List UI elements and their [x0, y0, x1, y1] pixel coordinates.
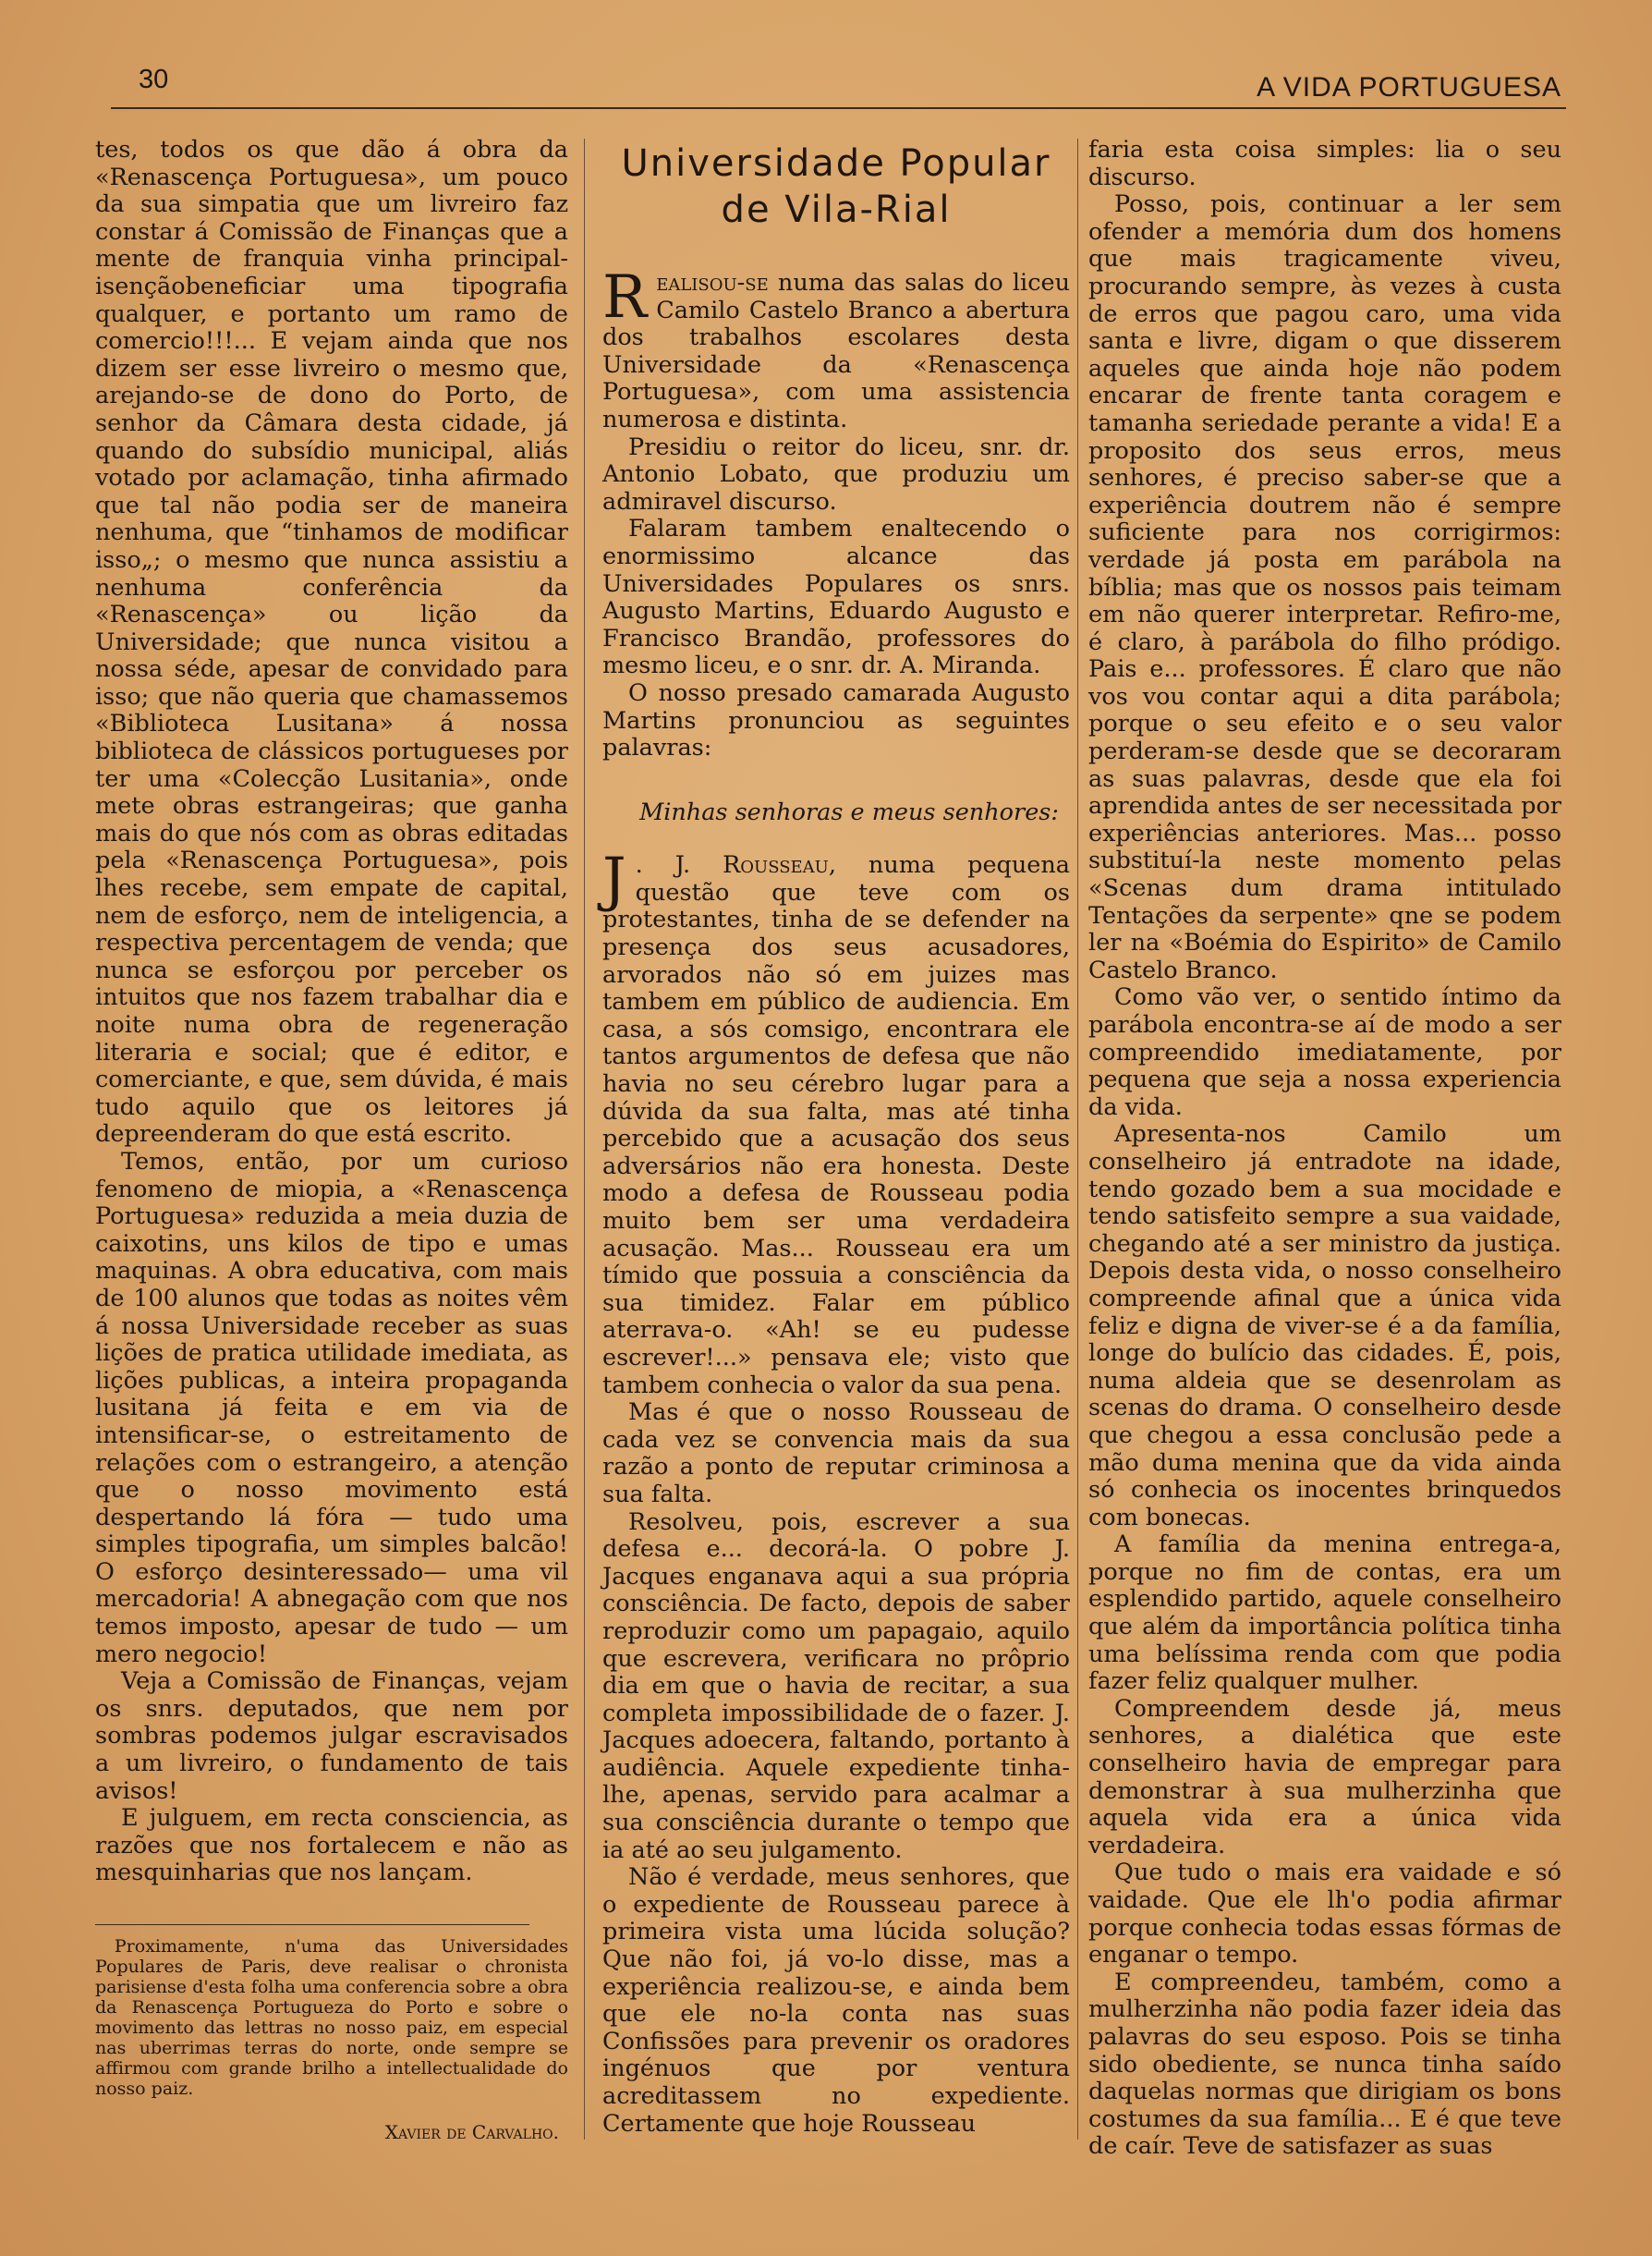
paragraph: E julguem, em recta consciencia, as razões que nos fortalecem e não as mesquinharias que nos lançam.: [95, 1804, 568, 1887]
paragraph: Posso, pois, continuar a ler sem ofender a memória dum dos homens que mais tragicamente viveu, procurando sempre, às vezes à custa de erros que pagou caro, uma vida santa e livre, digam o que disserem aqueles que ainda hoje não podem encarar de frente tanta coragem e tamanha seriedade perante a vida! E a proposito dos seus erros, meus senhores, é preciso saber-se que a experiência doutrem não é sempre suficiente para nos corrigirmos: verdade já posta em parábola na bíblia; mas que os nossos pais teimam em não querer interpretar. Refiro-me, é claro, à parábola do filho pródigo. Pais e... professores. É claro que não vos vou contar aqui a dita parábola; porque o seu efeito e o seu valor perderam-se desde que se decoraram as suas palavras, desde que ela foi aprendida antes de ser necessitada por experiências anteriores. Mas... posso substituí-la neste momento pelas «Scenas dum drama intitulado Tentações da serpente» qne se podem ler na «Boémia do Espirito» de Camilo Castelo Branco.: [1088, 190, 1561, 984]
drop-cap: R: [602, 263, 648, 332]
lead-words: ealisou-se: [656, 269, 769, 297]
header-rule: [111, 107, 1566, 109]
paragraph: Que tudo o mais era vaidade e só vaidade. Que ele lh'o podia afirmar porque conhecia todas essas fórmas de enganar o tempo.: [1088, 1859, 1561, 1969]
paragraph: Como vão ver, o sentido íntimo da parábola encontra-se aí de modo a ser compreendido imediatamente, por pequena que seja a nossa experiencia da vida.: [1088, 983, 1561, 1121]
paragraph: O nosso presado camarada Augusto Martins pronunciou as seguintes palavras:: [602, 678, 1070, 762]
paragraph: Falaram tambem enaltecendo o enormissimo alcance das Universidades Populares os snrs. Augusto Martins, Eduardo Augusto e Francisco Brandão, professores do mesmo liceu, e o snr. dr. A. Miranda.: [602, 515, 1070, 680]
column-divider: [1077, 139, 1078, 2140]
column-middle: [602, 137, 1070, 2138]
paragraph: Não é verdade, meus senhores, que o expediente de Rousseau parece à primeira vista uma lúcida solução? Que não foi, já vo-lo disse, mas a experiência realizou-se, e ainda bem que ele no-la conta nas suas Confissões para prevenir os oradores ingénuos que por ventura acreditassem no expediente. Certamente que hoje Rousseau: [602, 1863, 1070, 2138]
article-title-line: Universidade Popular: [621, 142, 1051, 185]
drop-cap: J: [602, 846, 626, 915]
paragraph: Veja a Comissão de Finanças, vejam os snrs. deputados, que nem por sombras podemos julgar escravisados a um livreiro, o fundamento de tais avisos!: [95, 1667, 568, 1805]
paragraph: Resolveu, pois, escrever a sua defesa e... decorá-la. O pobre J. Jacques enganava aqui a sua própria consciência. De facto, depois de saber reproduzir como um papagaio, aquilo que escrevera, verificara no prôprio dia em que o havia de recitar, a sua completa impossibilidade de o fazer. J. Jacques adoecera, faltando, portanto à audiência. Aquele expediente tinha-lhe, apenas, servido para acalmar a sua consciência durante o tempo que ia até ao seu julgamento.: [602, 1507, 1070, 1864]
signature: Xavier de Carvalho.: [384, 2121, 559, 2143]
article-title-line: de Vila-Rial: [721, 189, 952, 231]
article-title: [602, 140, 1070, 233]
footnote: Proximamente, n'uma das Universidades Populares de Paris, deve realisar o chronista parisiense d'esta folha uma conferencia sobre a obra da Renascença Portugueza do Porto e sobre o movimento das lettras no nosso paiz, em especial nas uberrimas terras do norte, onde sempre se affirmou com grande brilho a intellectualidade do nosso paiz.: [95, 1936, 568, 2099]
paragraph: Apresenta-nos Camilo um conselheiro já entradote na idade, tendo gozado bem a sua mocidade e tendo satisfeito sempre a sua vaidade, chegando até a ser ministro da justiça. Depois desta vida, o nosso conselheiro compreende afinal que a única vida feliz e digna de viver-se é a da família, longe do bulício das cidades. É, pois, numa aldeia que se desenrolam as scenas do drama. O conselheiro desde que chegou a essa conclusão pede a mão duma menina que da vida ainda só conhecia os inocentes brinquedos com bonecas.: [1088, 1120, 1561, 1531]
running-title: A VIDA PORTUGUESA: [1257, 72, 1561, 103]
paragraph: Compreendem desde já, meus senhores, a dialética que este conselheiro havia de empregar para demonstrar à sua mulherzinha que aquela vida era a única vida verdadeira.: [1088, 1694, 1561, 1860]
column-divider: [584, 139, 585, 2140]
intro-paragraph: [602, 263, 1070, 434]
paragraph: tes, todos os que dão á obra da «Renascença Portuguesa», um pouco da sua simpatia que um livreiro faz constar á Comissão de Finanças que a mente de franquia vinha principal-isençãobeneficiar uma tipografia qualquer, e portanto um ramo de comercio!!!... E vejam ainda que nos dizem ser esse livreiro o mesmo que, arejando-se de dono do Porto, de senhor da Câmara desta cidade, já quando do subsídio municipal, aliás votado por aclamação, tinha afirmado que tal não podia ser de maneira nenhuma, que “tinhamos de modificar isso„; o mesmo que nunca assistiu a nenhuma conferência da «Renascença» ou lição da Universidade; que nunca visitou a nossa séde, apesar de convidado para isso; que não queria que chamassemos «Biblioteca Lusitana» á nossa biblioteca de clássicos portugueses por ter uma «Colecção Lusitania», onde mete obras estrangeiras; que ganha mais do que nós com as obras editadas pela «Renascença Portuguesa», pois lhes recebe, sem empate de capital, nem de esforço, nem de inteligencia, a respectiva percentagem de venda; que nunca se esforçou por perceber os intuitos que nos fazem trabalhar dia e noite numa obra de regeneração literaria e social; que é editor, e comerciante, e que, sem dúvida, é mais tudo aquilo que os leitores já depreenderam do que está escrito.: [95, 136, 568, 1149]
column-left: [95, 137, 568, 2147]
paragraph: faria esta coisa simples: lia o seu discurso.: [1088, 136, 1561, 191]
salutation: Minhas senhoras e meus senhores:: [639, 798, 1059, 826]
speech-paragraph: [602, 846, 1070, 1399]
note-separator: [95, 1924, 529, 1925]
paragraph: Temos, então, por um curioso fenomeno de miopia, a «Renascença Portuguesa» reduzida a meia duzia de caixotins, uns kilos de tipo e umas maquinas. A obra educativa, com mais de 100 alunos que todas as noites vêm á nossa Universidade receber as suas lições de pratica utilidade imediata, as lições publicas, a inteira propaganda lusitana já feita e em via de intensificar-se, o estreitamento de relações com o estrangeiro, a atenção que o nosso movimento está despertando lá fóra — tudo uma simples tipografia, um simples balcão! O esforço desinteressado— uma vil mercadoria! A abnegação com que nos temos imposto, apesar de tudo — um mero negocio!: [95, 1147, 568, 1668]
speech-name: Rousseau: [723, 851, 829, 880]
page-header: [111, 65, 1561, 111]
speech-lead: . J.: [635, 851, 723, 880]
column-right: [1088, 137, 1561, 2161]
intro-text: numa das salas do liceu Camilo Castelo Branco a abertura dos trabalhos escolares desta Universidade da «Renascença Portuguesa», com uma assistencia numerosa e distinta.: [602, 269, 1070, 433]
paragraph: E compreendeu, também, como a mulherzinha não podia fazer ideia das palavras do seu esposo. Pois se tinha sido obediente, se nunca tinha saído daquelas normas que dirigiam os bons costumes da sua família... E é que teve de caír. Teve de satisfazer as suas: [1088, 1968, 1561, 2161]
speech-text: , numa pequena questão que teve com os protestantes, tinha de se defender na presença dos seus acusadores, arvorados não só em juizes mas tambem em público de audiencia. Em casa, a sós comsigo, encontrara ele tantos argumentos de defesa que não havia no seu cérebro lugar para a dúvida da sua falta, mas até tinha percebido que a acusação dos seus adversários não era honesta. Deste modo a defesa de Rousseau podia muito bem ser uma verdadeira acusação. Mas... Rousseau era um tímido que possuia a consciência da sua timidez. Falar em público aterrava-o. «Ah! se eu pudesse escrever!...» pensava ele; visto que tambem conhecia o valor da sua pena.: [602, 851, 1070, 1399]
paragraph: Mas é que o nosso Rousseau de cada vez se convencia mais da sua razão a ponto de reputar criminosa a sua falta.: [602, 1398, 1070, 1508]
paragraph: Presidiu o reitor do liceu, snr. dr. Antonio Lobato, que produziu um admiravel discurso.: [602, 433, 1070, 516]
page-number: 30: [139, 65, 169, 94]
paragraph: A família da menina entrega-a, porque no fim de contas, era um esplendido partido, aquele conselheiro que além da importância política tinha uma belíssima renda com que podia fazer feliz qualquer mulher.: [1088, 1530, 1561, 1696]
